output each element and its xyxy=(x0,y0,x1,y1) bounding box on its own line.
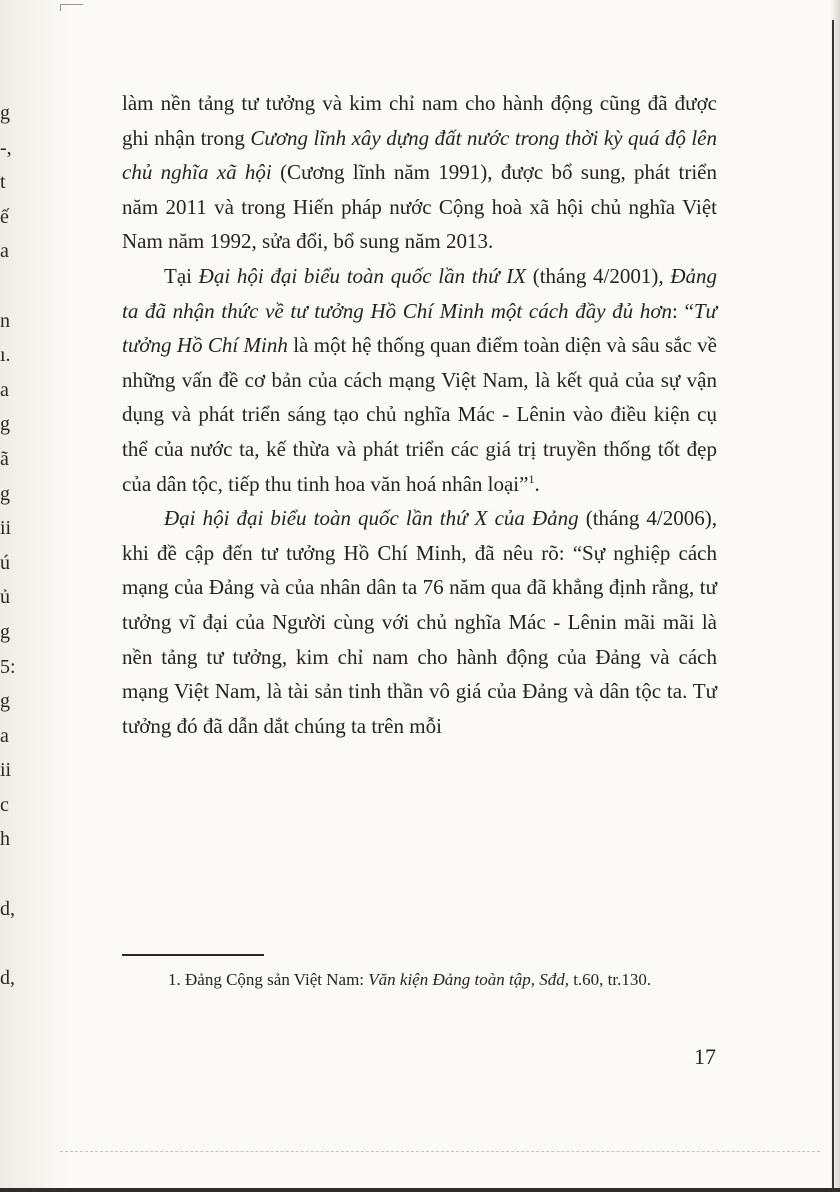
margin-fragment: a xyxy=(0,724,9,747)
margin-fragment: g xyxy=(0,690,10,713)
margin-fragment: ủ xyxy=(0,586,10,609)
margin-fragment: a xyxy=(0,378,9,401)
margin-fragment: d, xyxy=(0,897,15,920)
previous-page-margin-fragments xyxy=(0,96,18,995)
margin-fragment: g xyxy=(0,620,10,643)
footnote-marker: 1 xyxy=(528,471,535,486)
body-text xyxy=(122,86,717,743)
paragraph-1: làm nền tảng tư tưởng và kim chỉ nam cho hành động cũng đã được ghi nhận trong Cương lĩnh xây dựng đất nước trong thời kỳ quá độ lên chủ nghĩa xã hội (Cương lĩnh năm 1991), được bổ sung, phát triển năm 2011 và trong Hiến pháp nước Cộng hoà xã hội chủ nghĩa Việt Nam năm 1992, sửa đổi, bổ sung năm 2013. xyxy=(122,91,718,254)
margin-fragment: ii xyxy=(0,759,12,782)
paragraph-3: Đại hội đại biểu toàn quốc lần thứ X của Đảng (tháng 4/2006), khi đề cập đến tư tưởng Hồ Chí Minh, đã nêu rõ: “Sự nghiệp cách mạng của Đảng và của nhân dân ta 76 năm qua đã khẳng định rằng, tư tưởng vĩ đại của Người cùng với chủ nghĩa Mác - Lênin mãi mãi là nền tảng tư tưởng, kim chỉ nam cho hành động của Đảng và cách mạng Việt Nam, là tài sản tinh thần vô giá của Đảng và dân tộc ta. Tư tưởng đó đã dẫn dắt chúng ta trên mỗi xyxy=(122,506,717,738)
page-bottom-edge xyxy=(0,1188,840,1192)
margin-fragment: t xyxy=(0,171,6,194)
scan-corner-mark xyxy=(60,4,83,11)
footnote-rule xyxy=(122,954,264,956)
margin-fragment: ú xyxy=(0,551,10,574)
paragraph-2: Tại Đại hội đại biểu toàn quốc lần thứ IX (tháng 4/2001), Đảng ta đã nhận thức về tư tưởng Hồ Chí Minh một cách đầy đủ hơn: “Tư tưởng Hồ Chí Minh là một hệ thống quan điểm toàn diện và sâu sắc về những vấn đề cơ bản của cách mạng Việt Nam, là kết quả của sự vận dụng và phát triển sáng tạo chủ nghĩa Mác - Lênin vào điều kiện cụ thể của nước ta, kế thừa và phát triển các giá trị truyền thống tốt đẹp của dân tộc, tiếp thu tinh hoa văn hoá nhân loại”$^1$. xyxy=(122,263,717,496)
margin-fragment: a xyxy=(0,240,9,263)
page-edge-line xyxy=(832,20,834,1192)
footnote: 1. Đảng Cộng sản Việt Nam: Văn kiện Đảng toàn tập, Sđd, t.60, tr.130. xyxy=(168,970,652,989)
margin-fragment: g xyxy=(0,482,10,505)
margin-fragment: n xyxy=(0,309,10,332)
margin-fragment: g xyxy=(0,413,10,436)
margin-fragment: h xyxy=(0,828,10,851)
margin-fragment xyxy=(0,269,18,304)
page-number: 17 xyxy=(694,1044,716,1069)
margin-fragment: g xyxy=(0,102,10,124)
margin-fragment: ı. xyxy=(0,344,11,367)
book-title-italic: Cương lĩnh xây dựng đất nước trong thời kỳ quá độ lên chủ nghĩa xã hội xyxy=(122,125,718,185)
margin-fragment: c xyxy=(0,793,9,816)
margin-fragment: 5: xyxy=(0,655,16,678)
margin-fragment xyxy=(0,857,18,892)
margin-fragment: ã xyxy=(0,447,9,470)
margin-fragment: ế xyxy=(0,205,9,228)
scan-dashed-line xyxy=(60,1151,820,1152)
margin-fragment: ii xyxy=(0,517,12,540)
margin-fragment: d, xyxy=(0,966,15,989)
margin-fragment xyxy=(0,926,18,961)
margin-fragment: -, xyxy=(0,136,12,159)
